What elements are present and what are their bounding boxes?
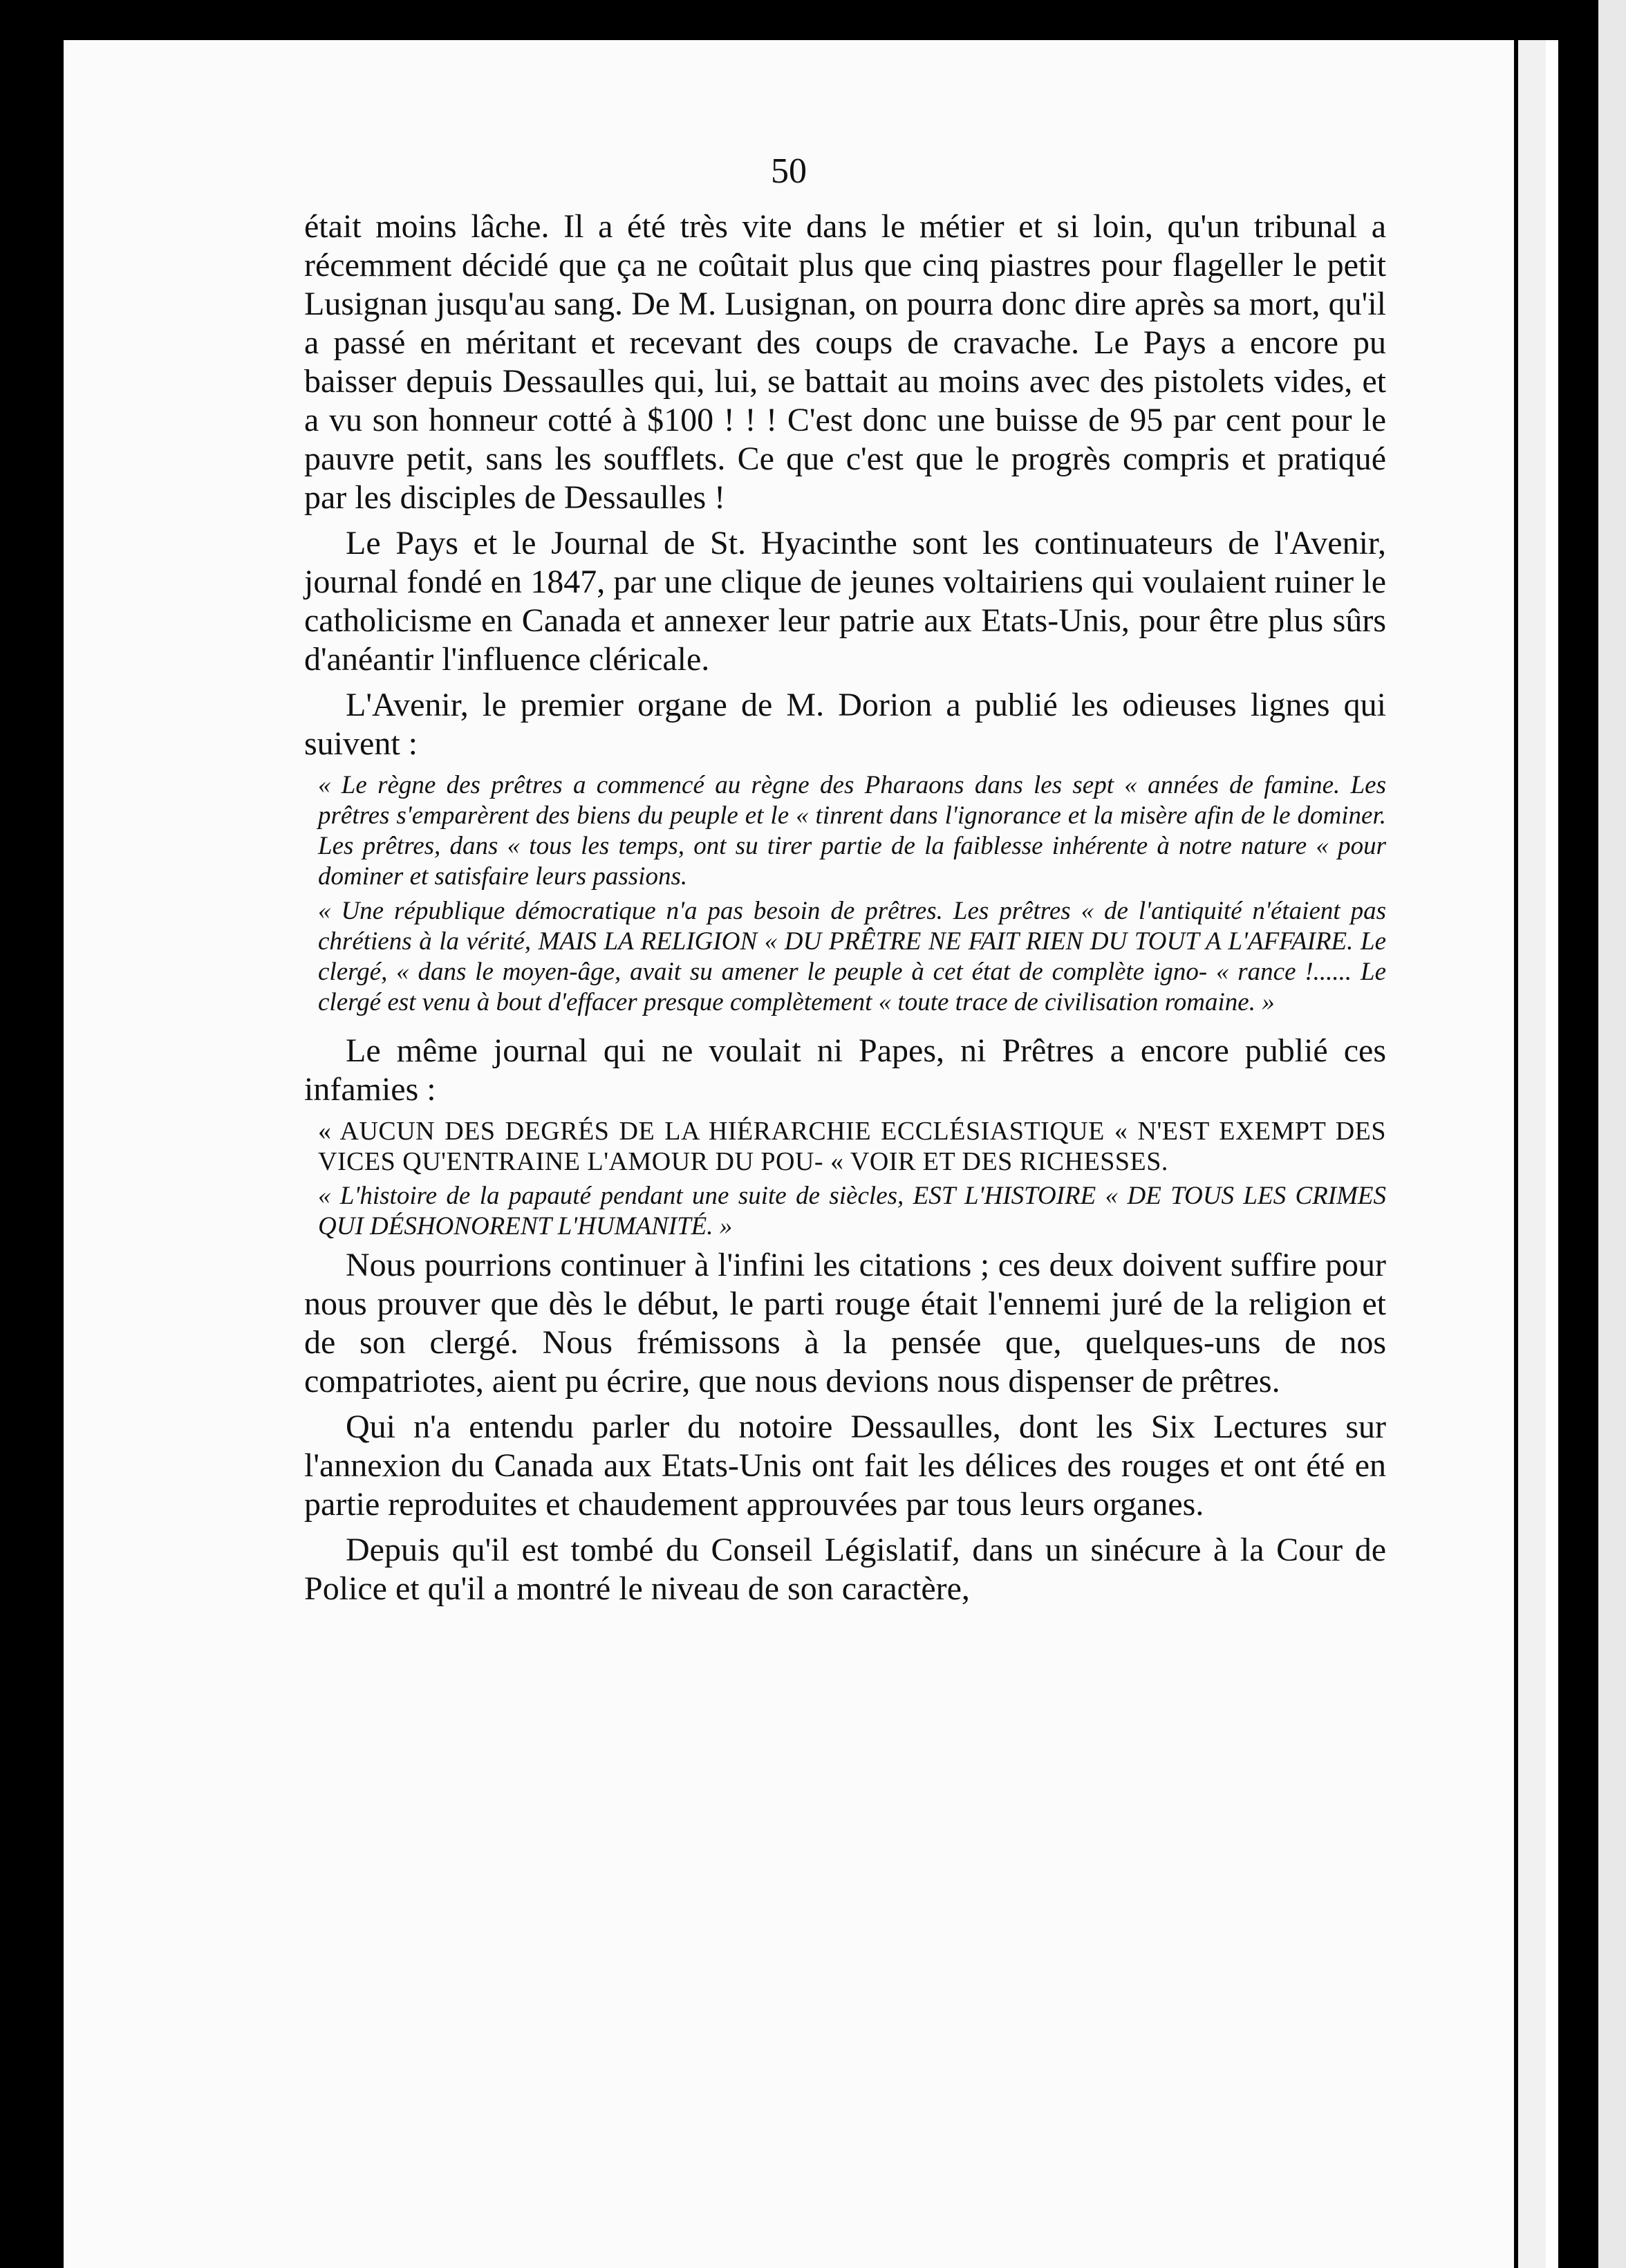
scan-border-top: [0, 0, 1626, 40]
quote-1: « Le règne des prêtres a commencé au règne des Pharaons dans les sept « années de famine. Les prêtres s'emparèrent des biens du peuple et le « tinrent dans l'ignorance et la misère afin de le dominer. Les prêtres, dans « tous les temps, ont su tirer partie de la faiblesse inhérente à notre nature « pour dominer et satisfaire leurs passions.: [318, 771, 1386, 891]
body-text: [304, 207, 1386, 1615]
page-edge: [1514, 40, 1546, 2268]
quote-4: « L'histoire de la papauté pendant une suite de siècles, EST L'HISTOIRE « DE TOUS LES CRIMES QUI DÉSHONORENT L'HUMANITÉ. »: [318, 1182, 1386, 1240]
paragraph-2: Le Pays et le Journal de St. Hyacinthe sont les continuateurs de l'Avenir, journal fondé en 1847, par une clique de jeunes voltairiens qui voulaient ruiner le catholicisme en Canada et annexer leur patrie aux Etats-Unis, pour être plus sûrs d'anéantir l'influence cléricale.: [304, 525, 1386, 678]
paragraph-4: Le même journal qui ne voulait ni Papes, ni Prêtres a encore publié ces infamies :: [304, 1032, 1386, 1108]
paragraph-5: Nous pourrions continuer à l'infini les citations ; ces deux doivent suffire pour nous prouver que dès le début, le parti rouge était l'ennemi juré de la religion et de son clergé. Nous frémissons à la pensée que, quelques-uns de nos compatriotes, aient pu écrire, que nous devions nous dispenser de prêtres.: [304, 1247, 1386, 1400]
paragraph-1: était moins lâche. Il a été très vite dans le métier et si loin, qu'un tribunal a récemment décidé que ça ne coûtait plus que cinq piastres pour flageller le petit Lusignan jusqu'au sang. De M. Lusignan, on pourra donc dire après sa mort, qu'il a passé en méritant et recevant des coups de cravache. Le Pays a encore pu baisser depuis Dessaulles qui, lui, se battait au moins avec des pistolets vides, et a vu son honneur cotté à $100 ! ! ! C'est donc une buisse de 95 par cent pour le pauvre petit, sans les soufflets. Ce que c'est que le progrès compris et pratiqué par les disciples de Dessaulles !: [304, 208, 1386, 516]
page-edge-outer: [1546, 40, 1558, 2268]
quote-2: « Une république démocratique n'a pas besoin de prêtres. Les prêtres « de l'antiquité n'étaient pas chrétiens à la vérité, MAIS LA RELIGION « DU PRÊTRE NE FAIT RIEN DU TOUT A L'AFFAIRE. Le clergé, « dans le moyen-âge, avait su amener le peuple à cet état de complète igno- « rance !...... Le clergé est venu à bout d'effacer presque complètement « toute trace de civilisation romaine. »: [318, 897, 1386, 1016]
scan-border-right: [1598, 0, 1626, 2268]
paragraph-6: Qui n'a entendu parler du notoire Dessaulles, dont les Six Lectures sur l'annexion du Canada aux Etats-Unis ont fait les délices des rouges et ont été en partie reproduites et chaudement approuvées par tous leurs organes.: [304, 1409, 1386, 1523]
paragraph-7: Depuis qu'il est tombé du Conseil Législatif, dans un sinécure à la Cour de Police et qu'il a montré le niveau de son caractère,: [304, 1532, 1386, 1607]
page-number: 50: [771, 151, 807, 191]
paragraph-3: L'Avenir, le premier organe de M. Dorion a publié les odieuses lignes qui suivent :: [304, 687, 1386, 762]
quote-3: « AUCUN DES DEGRÉS DE LA HIÉRARCHIE ECCLÉSIASTIQUE « N'EST EXEMPT DES VICES QU'ENTRAINE L'AMOUR DU POU- « VOIR ET DES RICHESSES.: [318, 1117, 1386, 1176]
